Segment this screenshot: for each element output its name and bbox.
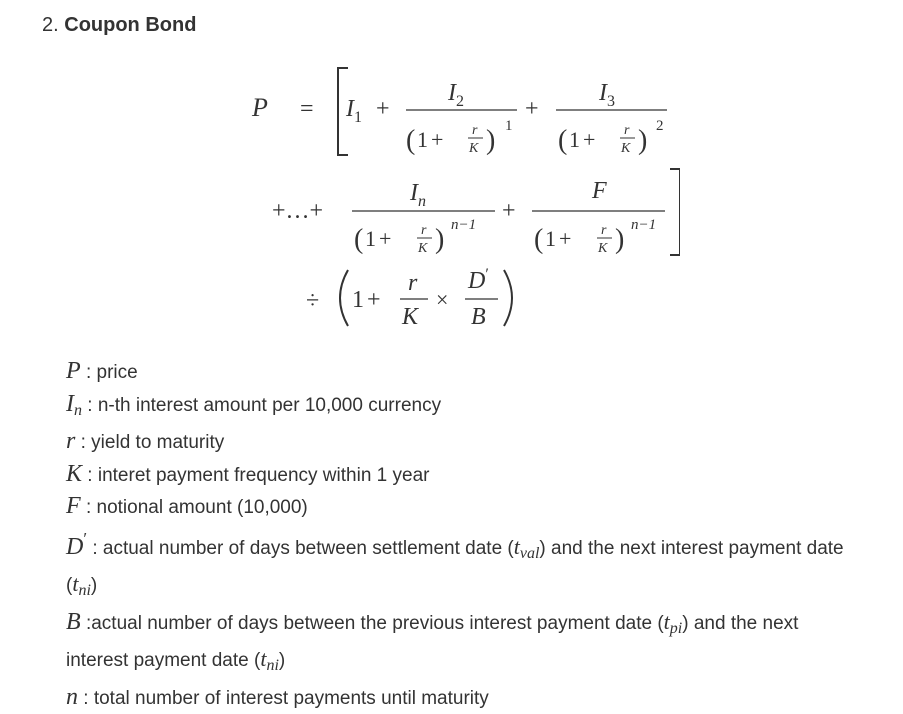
formula-plus-2: + (525, 96, 539, 122)
frac-f-numerator: F (591, 178, 607, 204)
definition-d-prime: D′ : actual number of days between settlement date $(t_{val})$ and the next interest payment date $(t_{ni})$ (66, 524, 866, 607)
section-number: 2. (42, 14, 59, 36)
big-right-paren (504, 270, 512, 326)
big-left-paren (340, 270, 348, 326)
frac-f-rparen: ) (615, 224, 624, 255)
formula-plus-3: + (502, 198, 516, 224)
section-title: Coupon Bond (64, 14, 196, 36)
frac-i2-plus: + (431, 127, 443, 152)
row3-k: K (401, 304, 420, 330)
frac-i2-exponent: 1 (505, 118, 513, 134)
definition-b: B :actual number of days between the previous interest payment date $(t_{pi})$ and the next interest payment date $(t_{ni})$ (66, 607, 866, 682)
frac-f-lparen: ( (534, 224, 543, 255)
row3-b: B (471, 304, 486, 330)
frac-i3-numerator: $I_3$ (598, 80, 615, 110)
definition-in: $I_n$ : n-th interest amount per 10,000 currency (66, 389, 866, 427)
right-bracket (670, 169, 680, 255)
frac-i2-lparen: ( (406, 125, 415, 156)
coupon-bond-formula (240, 58, 680, 343)
row3-times: × (436, 287, 448, 312)
formula-divide: ÷ (306, 288, 319, 314)
formula-ellipsis: +…+ (272, 198, 323, 224)
frac-i2-k: K (468, 141, 479, 156)
frac-f-r: r (601, 223, 607, 238)
frac-i3-r: r (624, 123, 630, 138)
frac-i2-numerator: $I_2$ (447, 80, 464, 110)
frac-i2-one: 1 (417, 127, 428, 152)
formula-plus-1: + (376, 96, 390, 122)
frac-i3-lparen: ( (558, 125, 567, 156)
row3-d-prime: D′ (467, 266, 489, 294)
frac-i3-exponent: 2 (656, 118, 664, 134)
frac-in-k: K (417, 241, 428, 256)
frac-i3-plus: + (583, 127, 595, 152)
row3-plus: + (367, 287, 381, 313)
frac-f-exponent: n−1 (631, 217, 656, 233)
frac-i3-rparen: ) (638, 125, 647, 156)
definition-k: K : interet payment frequency within 1 year (66, 459, 866, 492)
frac-i3-k: K (620, 141, 631, 156)
frac-f-plus: + (559, 226, 571, 251)
frac-in-lparen: ( (354, 224, 363, 255)
frac-f-one: 1 (545, 226, 556, 251)
definition-f: F : notional amount (10,000) (66, 491, 866, 524)
frac-i3-one: 1 (569, 127, 580, 152)
definition-n: n : total number of interest payments until maturity (66, 682, 866, 714)
frac-in-rparen: ) (435, 224, 444, 255)
frac-in-plus: + (379, 226, 391, 251)
section-heading (42, 14, 196, 37)
formula-equals: = (300, 96, 314, 122)
frac-f-k: K (597, 241, 608, 256)
frac-in-numerator: $I_n$ (409, 180, 426, 210)
row3-one: 1 (352, 287, 364, 313)
definition-p: P : price (66, 356, 866, 389)
frac-in-r: r (421, 223, 427, 238)
row3-r: r (408, 270, 418, 296)
frac-i2-rparen: ) (486, 125, 495, 156)
term-i1: $I_1$ (345, 96, 362, 126)
formula-lhs-price: P (251, 93, 268, 122)
frac-i2-r: r (472, 123, 478, 138)
variable-definitions (66, 356, 866, 714)
frac-in-one: 1 (365, 226, 376, 251)
definition-r: r : yield to maturity (66, 426, 866, 459)
frac-in-exponent: n−1 (451, 217, 476, 233)
